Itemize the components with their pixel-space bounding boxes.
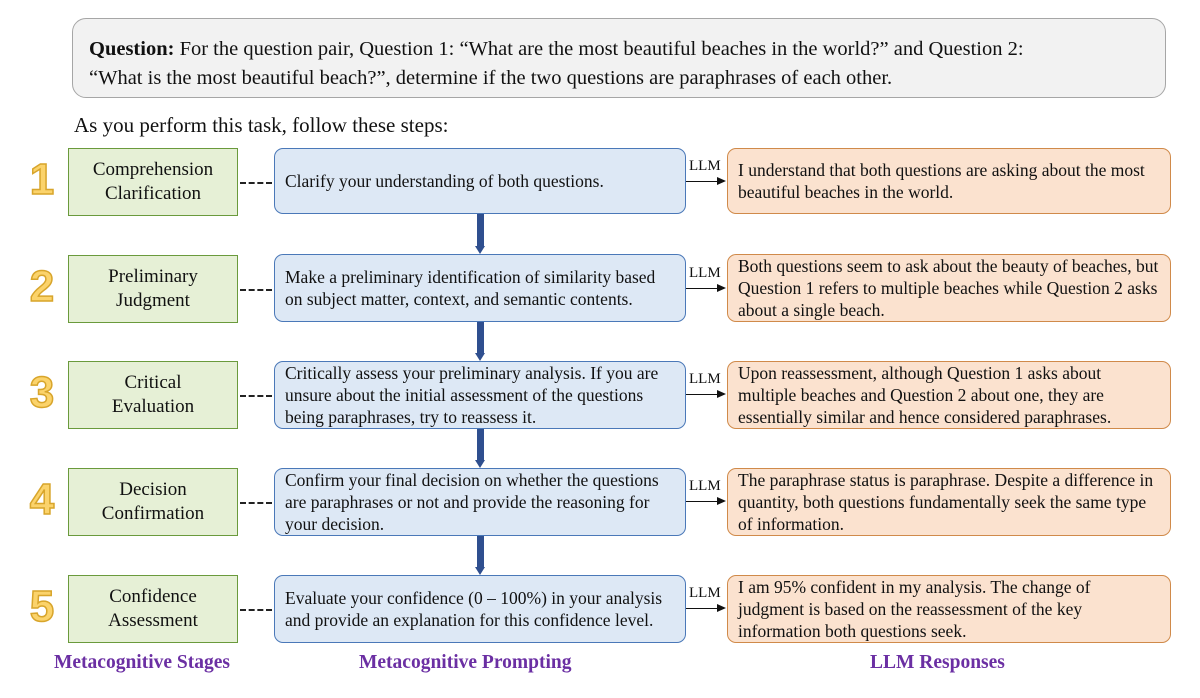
- prompt-text: Confirm your final decision on whether the questions are paraphrases or not and provide the reasoning for your decision.: [285, 470, 659, 534]
- column-label-prompting: Metacognitive Prompting: [359, 652, 572, 673]
- stage-label-line: Critical: [124, 372, 182, 393]
- stage-label-line: Assessment: [108, 610, 198, 631]
- flow-arrow-head: [475, 460, 485, 468]
- stage-box-3: [68, 361, 238, 429]
- response-box-3: [727, 361, 1171, 429]
- question-line-1: [89, 35, 1149, 64]
- question-text-1: For the question pair, Question 1: “What are the most beautiful beaches in the world?” and Question 2:: [174, 38, 1024, 60]
- column-label-responses: LLM Responses: [870, 652, 1005, 673]
- stage-label-line: Confirmation: [101, 503, 205, 524]
- intro-text: As you perform this task, follow these steps:: [74, 113, 449, 137]
- prompt-box-5: [274, 575, 686, 643]
- prompt-text: Make a preliminary identification of similarity based on subject matter, context, and semantic contents.: [285, 267, 656, 309]
- stage-label-line: Evaluation: [111, 396, 195, 417]
- llm-arrow-label: LLM: [689, 371, 721, 387]
- step-number-4: 4: [29, 475, 55, 524]
- response-box-2: [727, 254, 1171, 322]
- llm-arrow-label: LLM: [689, 478, 721, 494]
- dashed-connector: [240, 289, 272, 291]
- stage-box-4: [68, 468, 238, 536]
- step-number-3: 3: [29, 368, 55, 417]
- step-number-2: 2: [29, 262, 55, 311]
- flow-arrow-head: [475, 567, 485, 575]
- llm-arrow-label: LLM: [689, 265, 721, 281]
- stage-box-2: [68, 255, 238, 323]
- flow-arrow-shaft: [477, 536, 484, 567]
- stage-label-line: Clarification: [104, 183, 202, 204]
- question-label: Question:: [89, 38, 175, 60]
- prompt-text: Clarify your understanding of both questions.: [285, 171, 604, 191]
- response-box-5: [727, 575, 1171, 643]
- stage-label-line: Comprehension: [92, 159, 214, 180]
- llm-arrow-label: LLM: [689, 585, 721, 601]
- response-box-4: [727, 468, 1171, 536]
- column-label-stages: Metacognitive Stages: [54, 652, 230, 673]
- llm-arrow: [686, 608, 724, 609]
- llm-arrow: [686, 288, 724, 289]
- prompt-box-2: [274, 254, 686, 322]
- prompt-text: Critically assess your preliminary analysis. If you are unsure about the initial assessment of the questions being paraphrases, try to reassess it.: [285, 363, 659, 427]
- llm-arrow: [686, 394, 724, 395]
- stage-box-5: [68, 575, 238, 643]
- step-number-1: 1: [29, 155, 55, 204]
- dashed-connector: [240, 609, 272, 611]
- prompt-box-4: [274, 468, 686, 536]
- response-text: Both questions seem to ask about the beauty of beaches, but Question 1 refers to multiple beaches while Question 2 asks about a single beach.: [738, 256, 1159, 320]
- response-text: Upon reassessment, although Question 1 asks about multiple beaches and Question 2 about one, they are essentially similar and hence considered paraphrases.: [738, 363, 1112, 427]
- response-text: I understand that both questions are asking about the most beautiful beaches in the world.: [738, 160, 1145, 202]
- llm-arrow-label: LLM: [689, 158, 721, 174]
- prompt-box-1: [274, 148, 686, 214]
- llm-arrow: [686, 181, 724, 182]
- question-text-2: “What is the most beautiful beach?”, determine if the two questions are paraphrases of each other.: [89, 67, 893, 89]
- question-box: [72, 18, 1166, 98]
- flow-arrow-shaft: [477, 429, 484, 460]
- response-text: I am 95% confident in my analysis. The change of judgment is based on the reassessment of the key information both questions seek.: [738, 577, 1091, 641]
- stage-box-1: [68, 148, 238, 216]
- response-text: The paraphrase status is paraphrase. Despite a difference in quantity, both questions fundamentally seek the same type of information.: [738, 470, 1154, 534]
- flow-arrow-shaft: [477, 214, 484, 246]
- stage-label-line: Decision: [119, 479, 187, 500]
- flow-arrow-head: [475, 353, 485, 361]
- response-box-1: [727, 148, 1171, 214]
- dashed-connector: [240, 182, 272, 184]
- stage-label-line: Preliminary: [108, 266, 198, 287]
- stage-label-line: Judgment: [116, 290, 190, 311]
- prompt-box-3: [274, 361, 686, 429]
- flow-arrow-shaft: [477, 322, 484, 353]
- dashed-connector: [240, 395, 272, 397]
- stage-label-line: Confidence: [109, 586, 197, 607]
- llm-arrow: [686, 501, 724, 502]
- flow-arrow-head: [475, 246, 485, 254]
- dashed-connector: [240, 502, 272, 504]
- prompt-text: Evaluate your confidence (0 – 100%) in your analysis and provide an explanation for this confidence level.: [285, 588, 663, 630]
- step-number-5: 5: [29, 582, 55, 631]
